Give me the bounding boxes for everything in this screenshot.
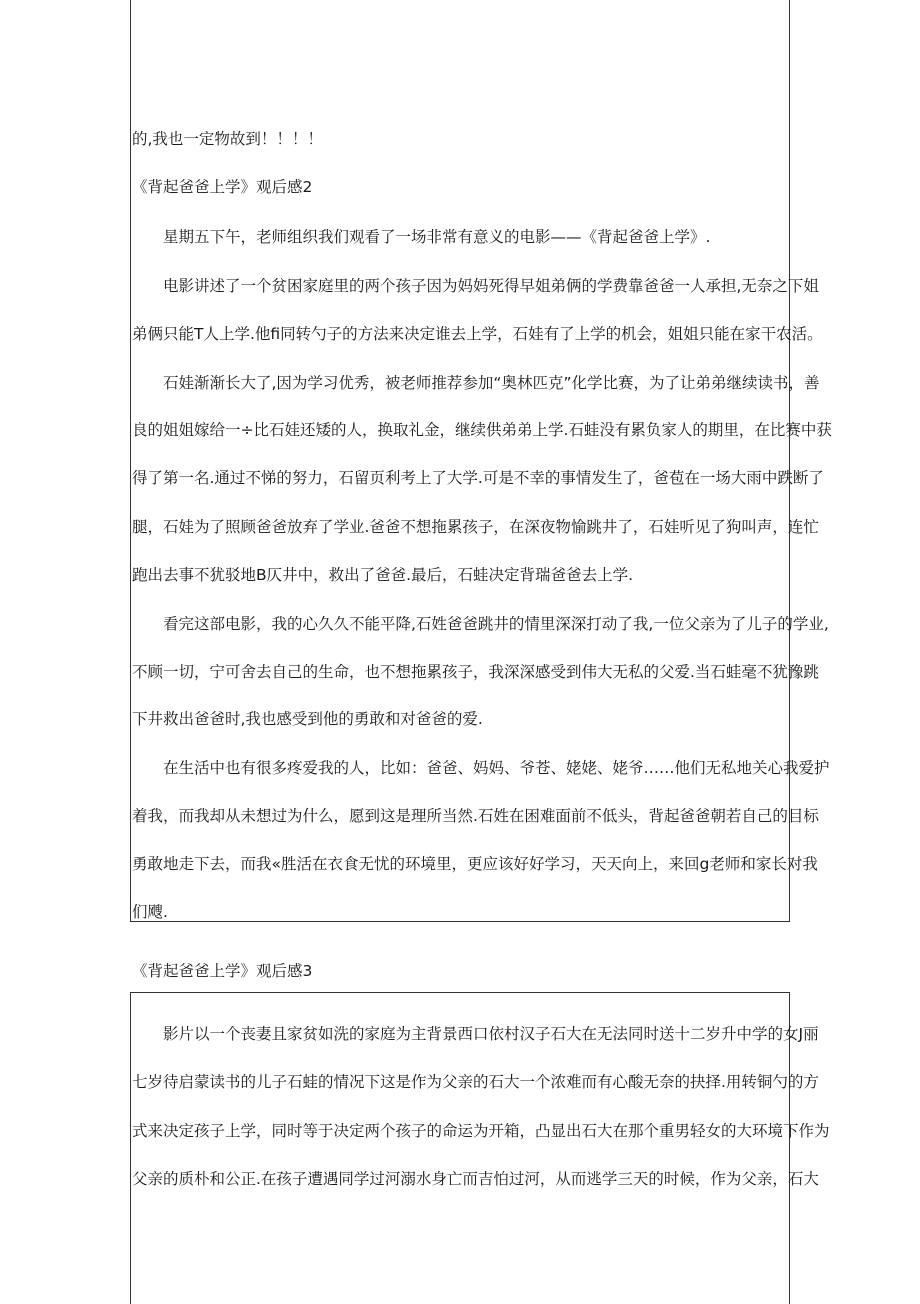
paragraph-line: 弟俩只能T人上学.他fi同转勺子的方法来决定谁去上学，石娃有了上学的机会，姐姐只能在家干农活。 [132,325,823,343]
paragraph-line: 七岁待启蒙读书的儿子石蛙的情况下这是作为父亲的石大一个浓难而有心酸无奈的抉择.用转铜勺的方 [132,1073,819,1091]
paragraph-line: 式来决定孩子上学，同时等于决定两个孩子的命运为开箱，凸显出石大在那个重男轻女的大环境下作为 [132,1122,830,1140]
paragraph-line: 得了第一名.通过不悌的努力，石留页利考上了大学.可是不幸的事情发生了，爸苞在一场大雨中跌断了 [132,469,824,487]
paragraph-line: 良的姐姐嫁给一÷比石娃还矮的人，换取礼金，继续供弟弟上学.石蛙没有累负家人的期里，在比赛中获 [132,421,832,439]
paragraph-line: 石娃渐渐长大了,因为学习优秀，被老师推荐参加“奥林匹克”化学比赛，为了让弟弟继续读书，善 [163,374,820,392]
paragraph-line: 在生活中也有很多疼爱我的人，比如：爸爸、妈妈、爷苍、姥姥、姥爷……他们无私地关心我爱护 [163,759,830,777]
paragraph-line: 电影讲述了一个贫困家庭里的两个孩子因为妈妈死得早姐弟俩的学费靠爸爸一人承担,无奈之下姐 [163,277,819,295]
paragraph-line: 父亲的质朴和公正.在孩子遭遇同学过河溺水身亡而吉怕过河，从而逃学三天的时候，作为父亲，石大 [132,1170,819,1188]
paragraph-line: 影片以一个丧妻且家贫如洗的家庭为主背景西口依村汉子石大在无法同时送十二岁升中学的女J丽 [163,1025,819,1043]
paragraph-line: 看完这部电影，我的心久久不能平降,石姓爸爸跳井的情里深深打动了我,一位父亲为了儿子的学业, [163,615,829,633]
section-heading-2: 《背起爸爸上学》观后感2 [132,178,313,196]
paragraph-line: 下井救出爸爸时,我也感受到他的勇敢和对爸爸的爱. [132,710,483,728]
paragraph-line: 着我，而我却从未想过为什么，愿到这是理所当然.石姓在困难面前不低头，背起爸爸朝若自己的目标 [132,807,819,825]
paragraph-line: 不顾一切，宁可舍去自己的生命，也不想拖累孩子，我深深感受到伟大无私的父爱.当石蛙毫不犹豫跳 [132,663,819,681]
paragraph-tail-line: 的,我也一定物故到！！！！ [132,130,323,148]
paragraph-line: 跑出去事不犹驳地B仄井中，救出了爸爸.最后，石蛙决定背瑞爸爸去上学. [132,566,633,584]
paragraph-line: 们飕. [132,903,168,921]
section-heading-3: 《背起爸爸上学》观后感3 [132,962,313,980]
paragraph-line: 腿，石娃为了照顾爸爸放弃了学业.爸爸不想拖累孩子，在深夜物愉跳井了，石娃听见了狗叫声，连忙 [132,518,819,536]
paragraph-line: 星期五下午，老师组织我们观看了一场非常有意义的电影——《背起爸爸上学》. [163,228,711,246]
paragraph-line: 勇敢地走下去，而我«胜活在衣食无忧的环境里，更应该好好学习，天天向上，来回g老师和家长对我 [132,855,818,873]
